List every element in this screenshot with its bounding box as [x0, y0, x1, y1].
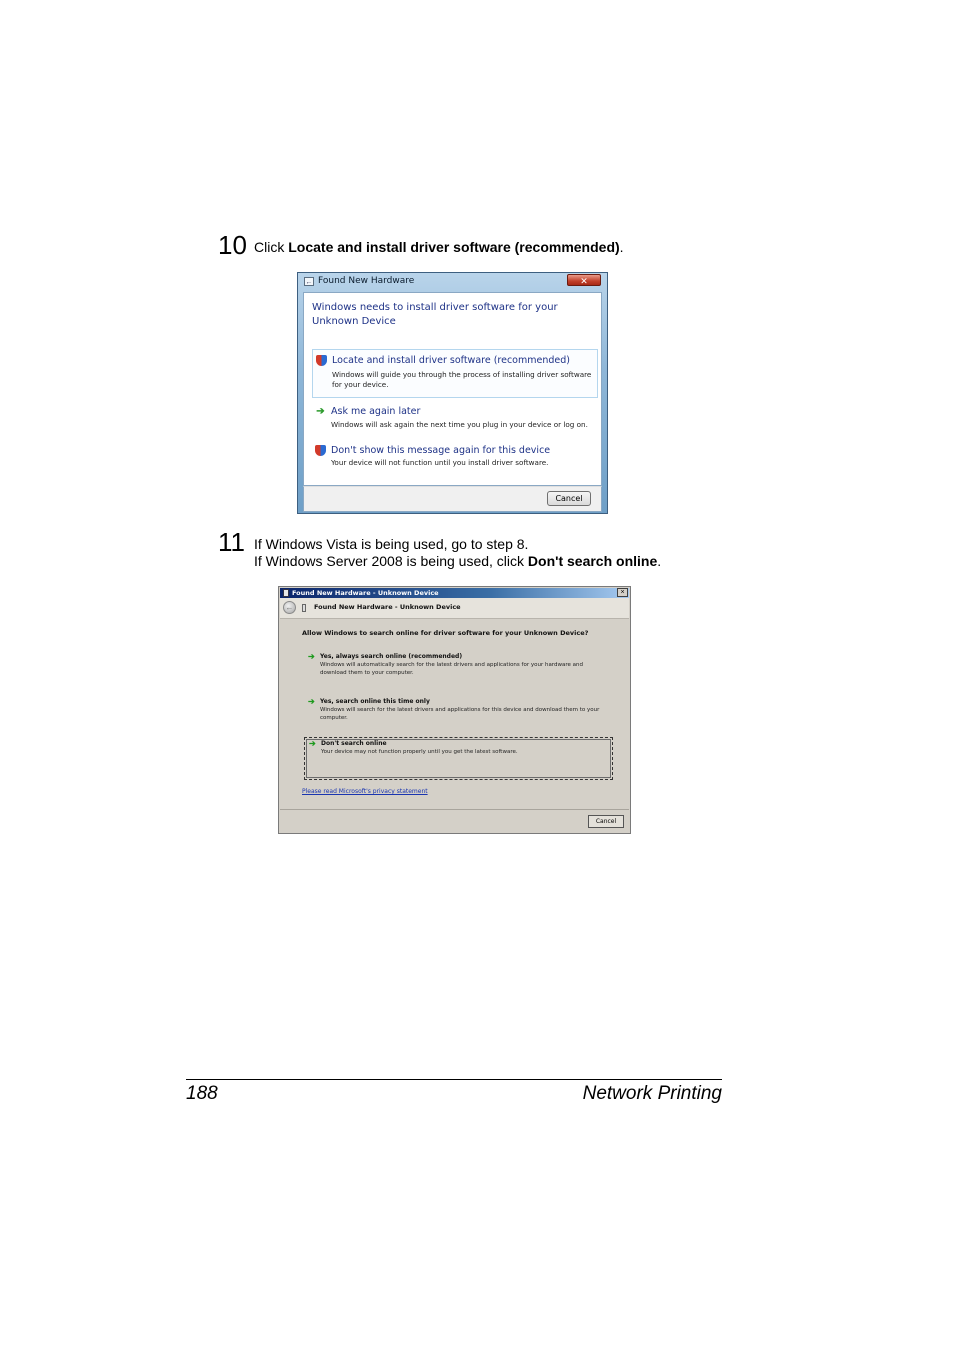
device-icon	[302, 604, 306, 612]
option-description: Your device may not function properly until you get the latest software.	[321, 749, 518, 755]
option-description: Windows will automatically search for the latest drivers and applications for your hardware and download them to your computer.	[320, 662, 583, 676]
option-title: Yes, always search online (recommended)	[320, 653, 463, 660]
option-locate-install[interactable]	[312, 349, 598, 398]
step-text-prefix: Click	[254, 239, 289, 255]
step-text-bold: Locate and install driver software (recommended)	[288, 239, 620, 255]
option-title: Don't show this message again for this device	[331, 445, 551, 456]
option-title: Don't search online	[321, 740, 387, 747]
step-text-bold: Don't search online	[527, 553, 658, 569]
dialog-title: Found New Hardware	[318, 276, 415, 286]
title-bar	[280, 588, 629, 598]
found-new-hardware-dialog	[297, 272, 608, 514]
close-icon: ×	[620, 589, 625, 596]
close-icon: ✕	[580, 276, 588, 286]
back-button[interactable]	[283, 601, 296, 614]
dialog-heading: Windows needs to install driver software for your Unknown Device	[312, 302, 558, 327]
step-number: 11	[218, 527, 245, 557]
arrow-right-icon: ➔	[316, 406, 325, 417]
step-instruction-line-1: If Windows Vista is being used, go to step 8.	[254, 536, 529, 552]
close-button[interactable]	[567, 274, 601, 286]
step-text-suffix: .	[619, 239, 624, 255]
arrow-right-icon: ➔	[309, 739, 316, 748]
option-ask-later[interactable]	[312, 401, 598, 435]
title-bar	[298, 273, 607, 291]
step-number: 10	[218, 230, 247, 260]
option-description: Windows will ask again the next time you plug in your device or log on.	[331, 420, 588, 429]
dialog-body	[303, 292, 602, 486]
found-new-hardware-unknown-device-dialog	[278, 586, 631, 834]
option-title: Yes, search online this time only	[320, 698, 430, 705]
option-dont-search[interactable]	[304, 737, 613, 780]
option-description: Windows will search for the latest drivers and applications for this device and download them to your computer.	[320, 707, 600, 721]
footer-rule	[186, 1079, 722, 1080]
step-text-suffix: .	[657, 553, 662, 569]
wizard-nav-bar	[280, 598, 629, 619]
option-dont-show[interactable]	[312, 440, 598, 474]
shield-icon	[315, 445, 326, 456]
cancel-button[interactable]: Cancel	[588, 815, 624, 828]
step-text-prefix: If Windows Server 2008 is being used, click	[254, 553, 528, 569]
page-number: 188	[186, 1083, 218, 1104]
option-title: Locate and install driver software (recommended)	[332, 355, 570, 366]
step-instruction	[254, 239, 624, 256]
privacy-statement-link[interactable]: Please read Microsoft's privacy statement	[302, 788, 428, 795]
dialog-body	[280, 619, 629, 810]
option-description: Windows will guide you through the process of installing driver software for your device.	[332, 370, 592, 389]
back-arrow-icon: ←	[285, 603, 294, 612]
option-title: Ask me again later	[331, 406, 421, 417]
cancel-button[interactable]: Cancel	[547, 491, 591, 506]
arrow-right-icon: ➔	[308, 652, 315, 661]
option-description: Your device will not function until you install driver software.	[331, 458, 549, 467]
device-icon	[283, 589, 289, 597]
shield-icon	[316, 355, 327, 366]
wizard-title: Found New Hardware - Unknown Device	[314, 603, 461, 611]
dialog-footer	[303, 486, 602, 512]
arrow-right-icon: ➔	[308, 697, 315, 706]
section-title: Network Printing	[582, 1083, 722, 1104]
dialog-question: Allow Windows to search online for driver software for your Unknown Device?	[302, 629, 589, 637]
dialog-title: Found New Hardware - Unknown Device	[292, 589, 439, 597]
hardware-icon: ←	[305, 279, 313, 286]
option-always-search[interactable]	[304, 651, 613, 679]
option-search-once[interactable]	[304, 696, 613, 724]
step-instruction-line-2	[254, 553, 661, 570]
close-button[interactable]	[617, 588, 628, 597]
